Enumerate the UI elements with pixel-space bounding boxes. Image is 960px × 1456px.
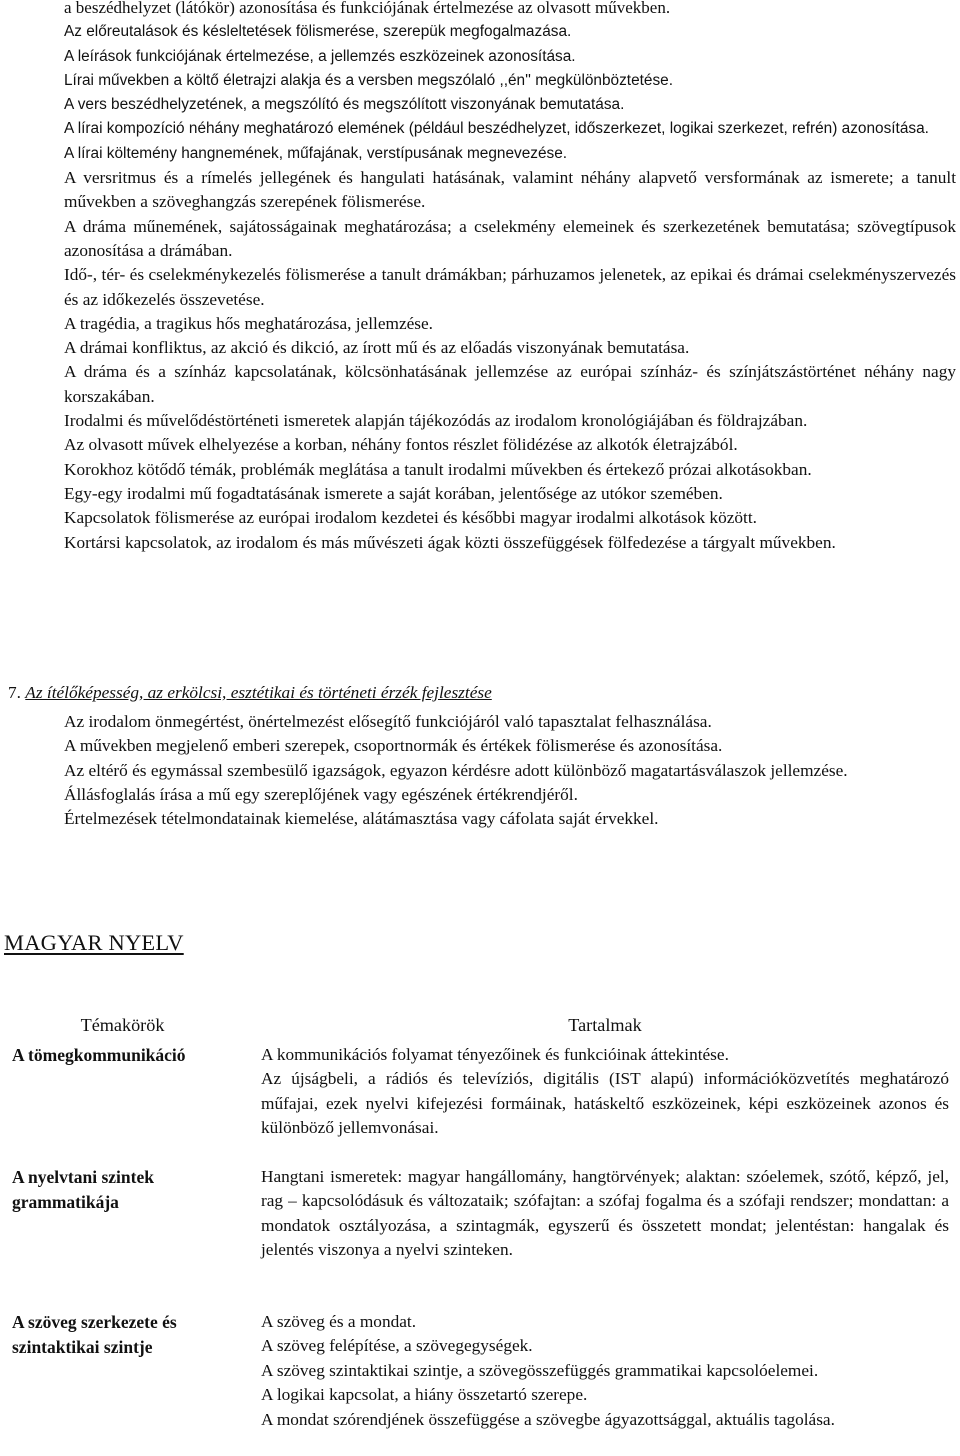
content-line: A szöveg felépítése, a szövegegységek. [261, 1336, 533, 1356]
list-item: Egy-egy irodalmi mű fogadtatásának ismerete a saját korában, jelentősége az utókor szemében. [64, 483, 723, 503]
topic-contents [261, 1310, 949, 1432]
list-item: Lírai művekben a költő életrajzi alakja és a versben megszólaló ,,én'' megkülönböztetése. [64, 71, 674, 89]
list-item: A dráma és a színház kapcsolatának, kölcsönhatásának jellemzése az európai színház- és színjátszástörténet néhány nagy korszakában. [64, 362, 956, 406]
list-item: Irodalmi és művelődéstörténeti ismeretek alapján tájékozódás az irodalom kronológiájában és földrajzában. [64, 411, 808, 431]
list-item: Kortársi kapcsolatok, az irodalom és más művészeti ágak közti összefüggések fölfedezése a tárgyalt művekben. [64, 532, 836, 552]
list-item: Az előreutalások és késleltetések fölismerése, szerepük megfogalmazása. [64, 23, 572, 41]
list-item: A lírai kompozíció néhány meghatározó elemének (például beszédhelyzet, időszerkezet, logikai szerkezet, refrén) azonosítása. [64, 120, 929, 138]
content-line: A szöveg szintaktikai szintje, a szövegösszefüggés grammatikai kapcsolóelemei. [261, 1360, 819, 1380]
section-items [64, 710, 956, 831]
content-line: Hangtani ismeretek: magyar hangállomány, hangtörvények; alaktan: szóelemek, szótő, képző, jel, rag – kapcsolódásuk és változataik; szófajtan: a szófaj fogalma és a szófaji rendszer; mondattan: a mondatok osztályozása, a szintagmák, egyszerű és összetett mondat; jelentéstan: hangalak és jelentés viszonya a nyelvi szinteken. [261, 1167, 949, 1260]
list-item: A művekben megjelenő emberi szerepek, csoportnormák és értékek fölismerése és azonosítása. [64, 736, 723, 756]
list-item: Korokhoz kötődő témák, problémák meglátása a tanult irodalmi művekben és értekező prózai alkotásokban. [64, 459, 812, 479]
list-item: A drámai konfliktus, az akció és dikció, az írott mű és az előadás viszonyának bemutatása. [64, 338, 690, 358]
topic-label: A szöveg szerkezete és szintaktikai szintje [12, 1312, 177, 1357]
topic-label: A tömegkommunikáció [12, 1045, 186, 1065]
list-item: A leírások funkciójának értelmezése, a jellemzés eszközeinek azonosítása. [64, 47, 576, 65]
list-item: Az eltérő és egymással szembesülő igazságok, egyazon kérdésre adott különböző magatartásválaszok jellemzése. [64, 760, 848, 780]
list-item: Az irodalom önmegértést, önértelmezést elősegítő funkciójáról való tapasztalat felhasználása. [64, 712, 712, 731]
list-item: A versritmus és a rímelés jellegének és hangulati hatásának, valamint néhány alapvető versformának az ismerete; a tanult művekben a szöveghangzás szerepének fölismerése. [64, 168, 956, 212]
list-item: A vers beszédhelyzetének, a megszólító és megszólított viszonyának bemutatása. [64, 96, 625, 114]
literature-requirements-list [64, 0, 956, 555]
content-line: A logikai kapcsolat, a hiány összetartó szerepe. [261, 1385, 588, 1405]
list-item: A tragédia, a tragikus hős meghatározása, jellemzése. [64, 313, 433, 333]
list-item: Az olvasott művek elhelyezése a korban, néhány fontos részlet fölidézése az alkotók életrajzából. [64, 435, 738, 455]
subject-title: MAGYAR NYELV [4, 930, 184, 955]
list-item: Értelmezések tételmondatainak kiemelése, alátámasztása vagy cáfolata saját érvekkel. [64, 809, 659, 829]
section-title: Az ítélőképesség, az erkölcsi, esztétikai és történeti érzék fejlesztése [25, 683, 492, 702]
topic-label: A nyelvtani szintek grammatikája [12, 1167, 154, 1212]
column-header-topics: Témakörök [80, 1015, 165, 1035]
list-item: Idő-, tér- és cselekménykezelés fölismerése a tanult drámákban; párhuzamos jelenetek, az epikai és drámai cselekményszervezés és az időkezelés összevetése. [64, 265, 956, 309]
content-line: A szöveg és a mondat. [261, 1312, 417, 1331]
list-item: A lírai költemény hangnemének, műfajának, verstípusának megnevezése. [64, 144, 568, 162]
content-line: A kommunikációs folyamat tényezőinek és funkcióinak áttekintése. [261, 1045, 729, 1064]
content-line: Az újságbeli, a rádiós és televíziós, digitális (IST alapú) információközvetítés meghatározó műfajai, ezek nyelvi kifejezési formáinak, hatáskeltő eszközeinek, képi eszközeinek azonos és különböző jellemvonásai. [261, 1069, 949, 1138]
column-header-contents: Tartalmak [568, 1015, 642, 1035]
section-heading [8, 681, 492, 705]
list-item: a beszédhelyzet (látókör) azonosítása és funkciójának értelmezése az olvasott művekben. [64, 0, 671, 17]
list-item: Kapcsolatok fölismerése az európai irodalom kezdetei és későbbi magyar irodalmi alkotások között. [64, 508, 757, 528]
list-item: A dráma műnemének, sajátosságainak meghatározása; a cselekmény elemeinek és szerkezetének bemutatása; szövegtípusok azonosítása a drámában. [64, 216, 956, 260]
topic-contents [261, 1043, 949, 1141]
list-item: Állásfoglalás írása a mű egy szereplőjének vagy egészének értékrendjéről. [64, 784, 578, 804]
content-line: A mondat szórendjének összefüggése a szövegbe ágyazottsággal, aktuális tagolása. [261, 1409, 835, 1429]
topic-contents [261, 1165, 949, 1263]
section-number: 7. [8, 683, 21, 702]
